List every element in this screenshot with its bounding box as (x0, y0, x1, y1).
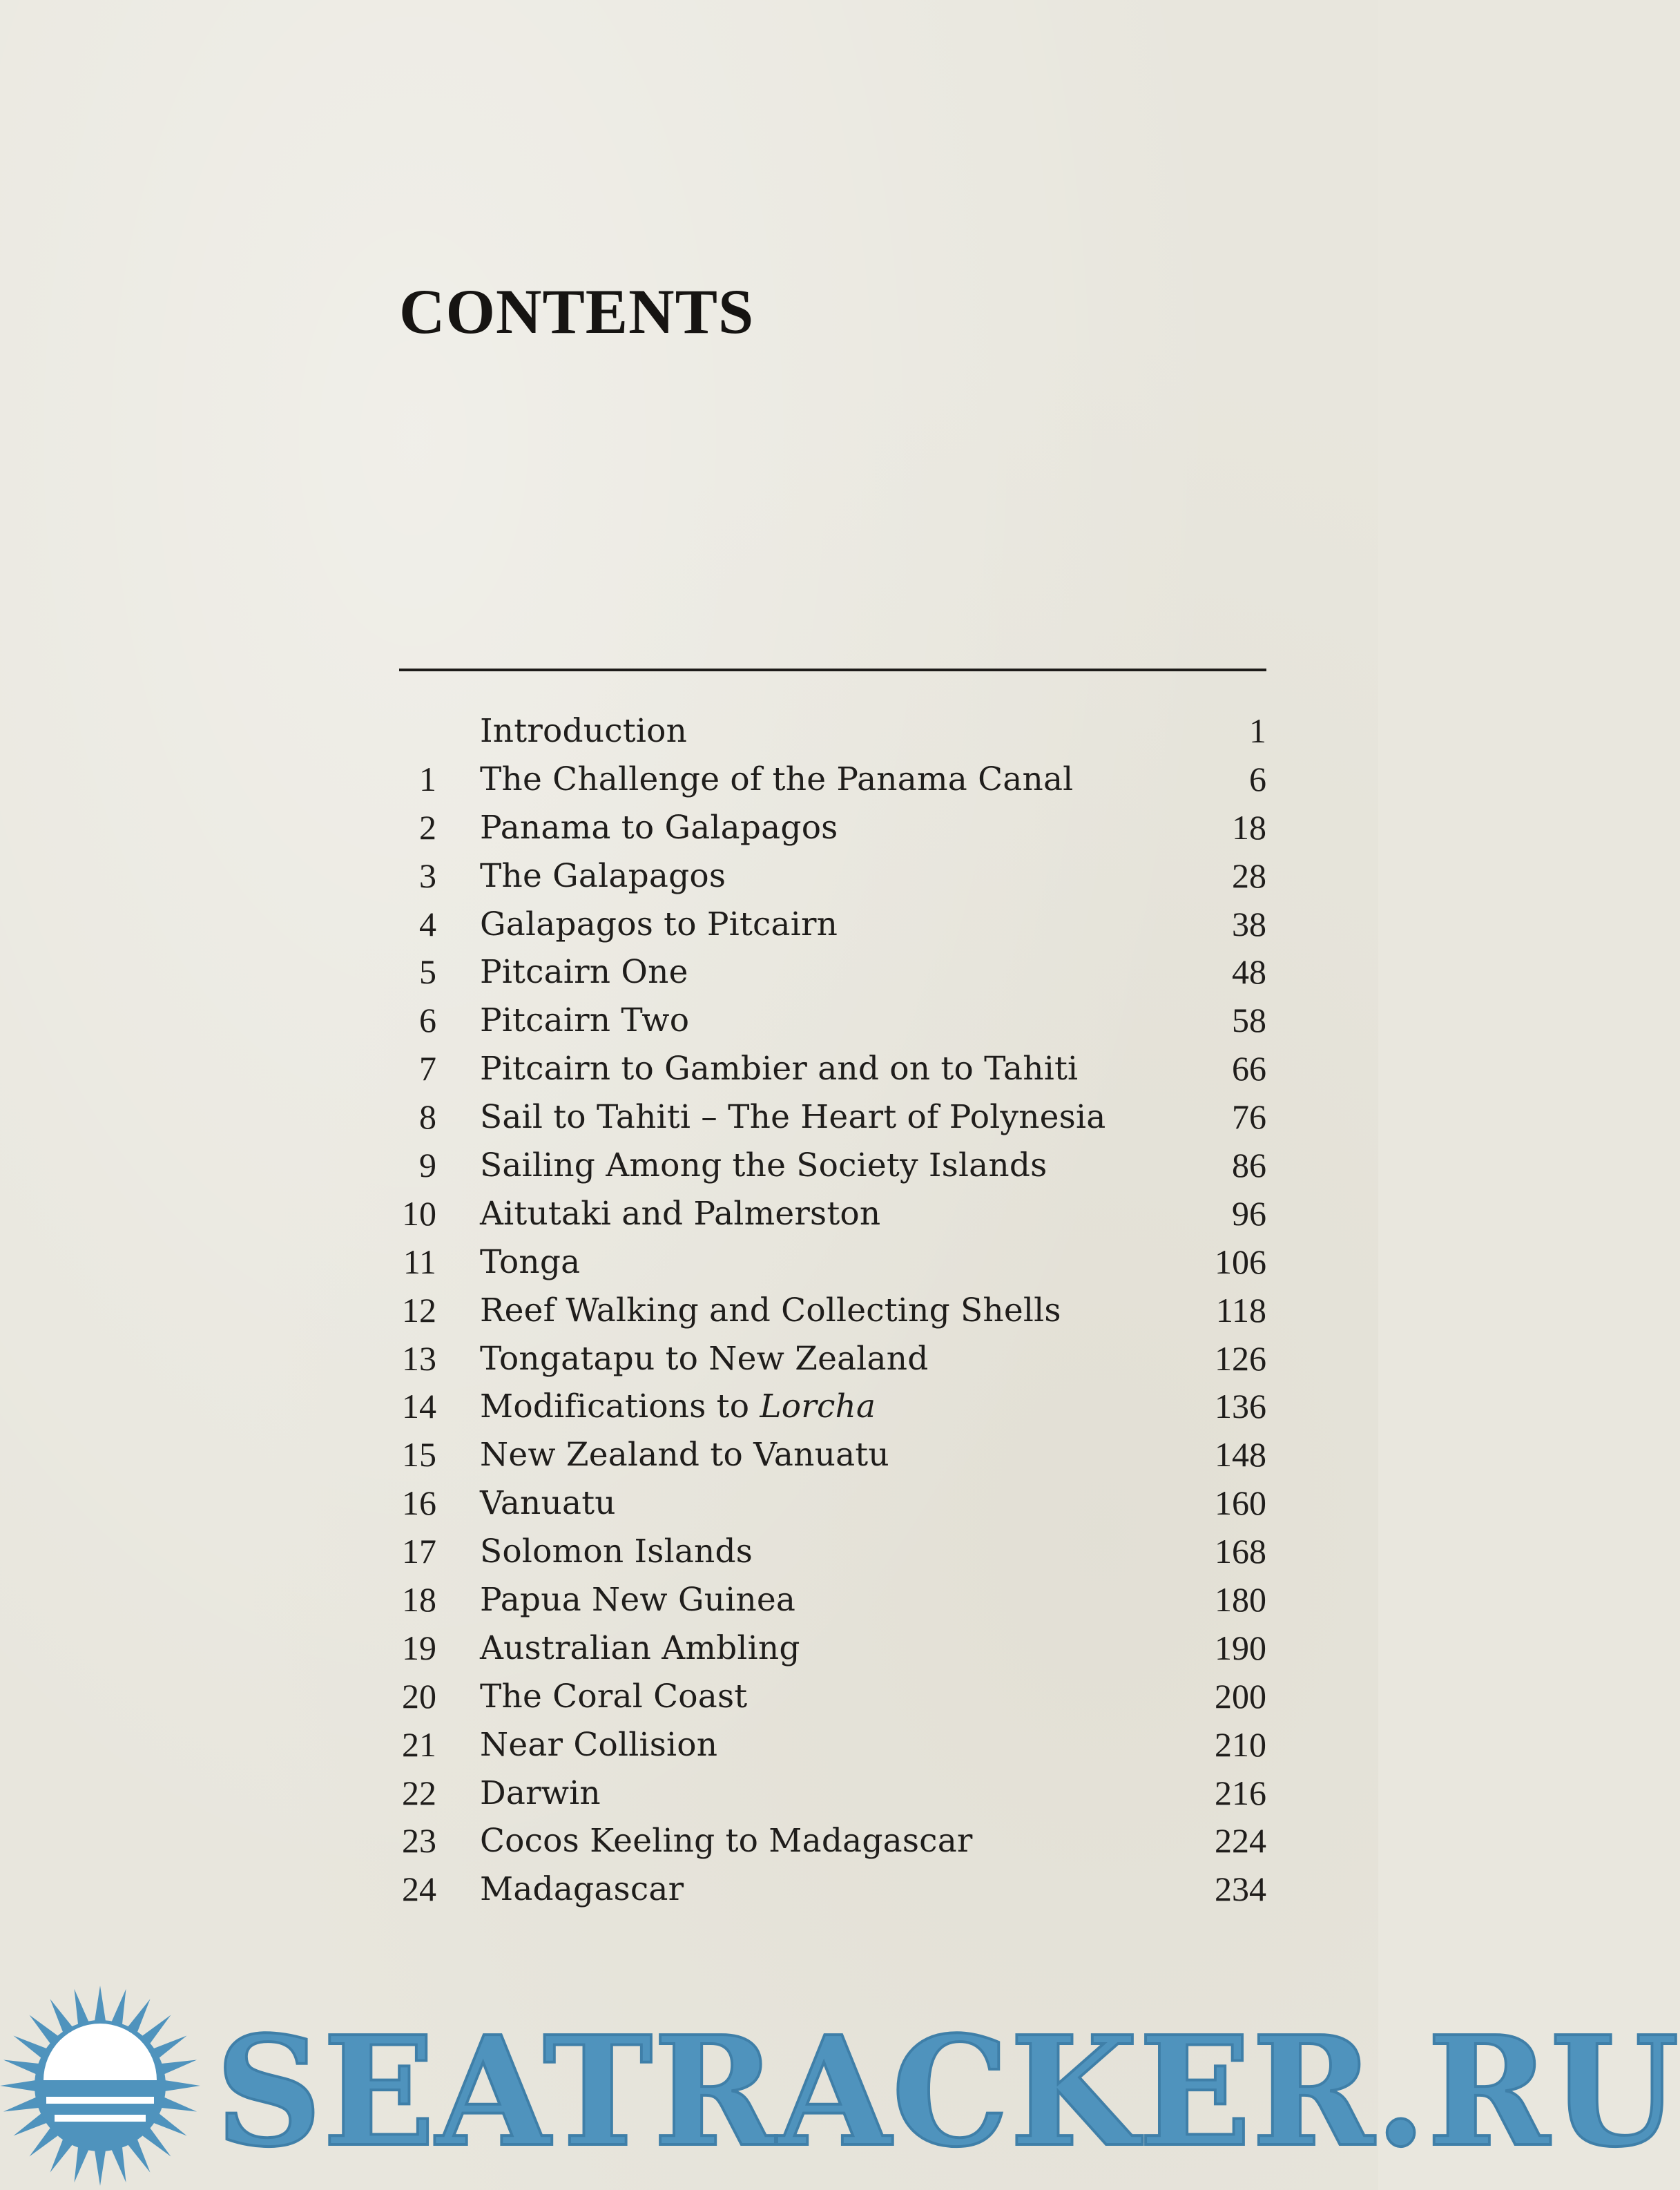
chapter-number: 2 (419, 807, 436, 847)
toc-entry (399, 1865, 1266, 1914)
page-number: 86 (1232, 1146, 1266, 1185)
sun-ray (111, 1989, 126, 2026)
chapter-title (480, 1093, 1105, 1142)
chapter-title (480, 1817, 973, 1865)
page-number: 200 (1215, 1676, 1266, 1716)
page-number: 48 (1232, 952, 1266, 992)
chapter-title-text: Reef Walking and Collecting Shells (480, 1291, 1061, 1329)
sun-icon (0, 1986, 200, 2186)
divider-rule (399, 669, 1266, 671)
chapter-number: 13 (402, 1338, 436, 1378)
watermark-text: SEATRACKER.RU (215, 2004, 1680, 2180)
toc-entry (399, 1335, 1266, 1383)
chapter-number: 22 (402, 1773, 436, 1812)
chapter-number: 20 (402, 1676, 436, 1716)
sun-ray (160, 2060, 197, 2075)
chapter-number: 8 (419, 1097, 436, 1137)
chapter-title (480, 707, 687, 756)
toc-entry (399, 997, 1266, 1045)
sun-ray (160, 2097, 197, 2112)
chapter-number: 18 (402, 1580, 436, 1620)
page-title: CONTENTS (399, 276, 755, 347)
sun-ray (3, 2060, 41, 2075)
toc-entry (399, 1238, 1266, 1287)
page-number: 76 (1232, 1097, 1266, 1137)
chapter-title-text: Sail to Tahiti – The Heart of Polynesia (480, 1098, 1106, 1137)
chapter-title-text: Modifications to (480, 1387, 760, 1426)
chapter-title-text: Pitcairn One (480, 953, 688, 992)
chapter-title-text: The Galapagos (480, 856, 726, 895)
chapter-title-text: Solomon Islands (480, 1533, 753, 1571)
chapter-title-text: Darwin (480, 1774, 601, 1812)
chapter-title (480, 1045, 1078, 1093)
toc-entry (399, 1576, 1266, 1624)
chapter-title-text: Cocos Keeling to Madagascar (480, 1822, 973, 1861)
page-number: 216 (1215, 1773, 1266, 1812)
chapter-title (480, 1528, 753, 1576)
chapter-title (480, 1431, 889, 1479)
toc-entry (399, 1528, 1266, 1576)
page-number: 96 (1232, 1193, 1266, 1233)
page-number: 180 (1215, 1580, 1266, 1620)
toc-entry (399, 1721, 1266, 1769)
toc-entry (399, 1769, 1266, 1818)
chapter-title (480, 1287, 1061, 1335)
chapter-number: 5 (419, 952, 436, 992)
chapter-number: 17 (402, 1532, 436, 1571)
toc-entry (399, 1479, 1266, 1528)
chapter-number: 9 (419, 1146, 436, 1185)
page-number: 148 (1215, 1435, 1266, 1475)
chapter-number: 19 (402, 1628, 436, 1667)
chapter-title-text: Galapagos to Pitcairn (480, 905, 838, 943)
sun-ray (75, 1989, 90, 2026)
chapter-title (480, 1721, 717, 1769)
sun-ray (0, 2080, 37, 2092)
toc-entry (399, 1817, 1266, 1865)
chapter-title-text: Panama to Galapagos (480, 808, 838, 847)
chapter-number: 7 (419, 1049, 436, 1088)
chapter-title (480, 1624, 800, 1673)
chapter-title (480, 1865, 684, 1914)
sun-ray (95, 1986, 106, 2022)
toc-entry (399, 901, 1266, 949)
page-number: 1 (1249, 711, 1266, 750)
sun-ray (95, 2149, 106, 2186)
page-number: 160 (1215, 1483, 1266, 1523)
page-number: 6 (1249, 759, 1266, 798)
chapter-title-text: Pitcairn to Gambier and on to Tahiti (480, 1050, 1079, 1088)
chapter-title-text: Introduction (480, 712, 688, 750)
sun-band (46, 2097, 154, 2104)
chapter-title (480, 1142, 1047, 1190)
page-number: 126 (1215, 1338, 1266, 1378)
page-number: 28 (1232, 856, 1266, 895)
chapter-title-text: New Zealand to Vanuatu (480, 1436, 889, 1475)
toc-entry (399, 852, 1266, 901)
toc-entry (399, 1383, 1266, 1431)
chapter-title-text: Aitutaki and Palmerston (480, 1194, 881, 1233)
sun-ray (3, 2097, 41, 2112)
chapter-title-text: Papua New Guinea (480, 1581, 796, 1620)
chapter-number: 14 (402, 1387, 436, 1426)
chapter-number: 11 (403, 1242, 436, 1281)
toc-entry (399, 1142, 1266, 1190)
chapter-title-text: The Challenge of the Panama Canal (480, 760, 1074, 798)
page-number: 210 (1215, 1725, 1266, 1764)
chapter-number: 15 (402, 1435, 436, 1475)
chapter-title-text: Pitcairn Two (480, 1001, 690, 1040)
chapter-title (480, 756, 1073, 804)
page-number: 136 (1215, 1387, 1266, 1426)
toc-entry (399, 1287, 1266, 1335)
sun-highlight (44, 2024, 157, 2080)
chapter-title (480, 1238, 580, 1287)
chapter-number: 1 (419, 759, 436, 798)
toc-entry (399, 1431, 1266, 1479)
chapter-title-text: Australian Ambling (480, 1629, 800, 1667)
sun-ray (111, 2145, 126, 2182)
chapter-title (480, 1335, 929, 1383)
chapter-title (480, 948, 688, 997)
toc-entry (399, 1190, 1266, 1238)
chapter-number: 6 (419, 1001, 436, 1040)
page-number: 106 (1215, 1242, 1266, 1281)
page-number: 234 (1215, 1870, 1266, 1909)
chapter-title-text: Tongatapu to New Zealand (480, 1339, 929, 1378)
toc-entry (399, 707, 1266, 756)
toc-entry (399, 804, 1266, 852)
page-number: 66 (1232, 1049, 1266, 1088)
toc-entry (399, 948, 1266, 997)
chapter-number: 21 (402, 1725, 436, 1764)
toc-entry (399, 1624, 1266, 1673)
chapter-title (480, 1576, 795, 1624)
page-number: 118 (1215, 1290, 1266, 1329)
chapter-title-text: The Coral Coast (480, 1677, 748, 1716)
toc-entry (399, 1093, 1266, 1142)
chapter-title (480, 1479, 616, 1528)
chapter-number: 16 (402, 1483, 436, 1523)
page-number: 224 (1215, 1821, 1266, 1861)
sun-band (55, 2115, 146, 2122)
chapter-title (480, 1383, 876, 1431)
toc-entry (399, 756, 1266, 804)
chapter-title (480, 1190, 880, 1238)
chapter-title (480, 901, 838, 949)
toc-entry (399, 1045, 1266, 1093)
chapter-number: 12 (402, 1290, 436, 1329)
chapter-title (480, 997, 689, 1045)
page-number: 190 (1215, 1628, 1266, 1667)
page-number: 18 (1232, 807, 1266, 847)
chapter-title-text: Near Collision (480, 1725, 718, 1764)
chapter-number: 4 (419, 904, 436, 943)
chapter-number: 3 (419, 856, 436, 895)
chapter-number: 23 (402, 1821, 436, 1861)
chapter-title-text: Madagascar (480, 1870, 684, 1909)
table-of-contents (399, 707, 1266, 1914)
page-number: 168 (1215, 1532, 1266, 1571)
sun-ray (75, 2145, 90, 2182)
chapter-title (480, 1673, 747, 1721)
chapter-title-italic: Lorcha (760, 1387, 876, 1426)
chapter-title-text: Sailing Among the Society Islands (480, 1146, 1047, 1185)
chapter-title (480, 852, 726, 901)
toc-entry (399, 1673, 1266, 1721)
sun-ray (164, 2080, 200, 2092)
chapter-title-text: Tonga (480, 1242, 581, 1281)
page-number: 38 (1232, 904, 1266, 943)
chapter-title-text: Vanuatu (480, 1484, 616, 1523)
page-number: 58 (1232, 1001, 1266, 1040)
chapter-number: 10 (402, 1193, 436, 1233)
chapter-number: 24 (402, 1870, 436, 1909)
chapter-title (480, 804, 838, 852)
chapter-title (480, 1769, 601, 1818)
